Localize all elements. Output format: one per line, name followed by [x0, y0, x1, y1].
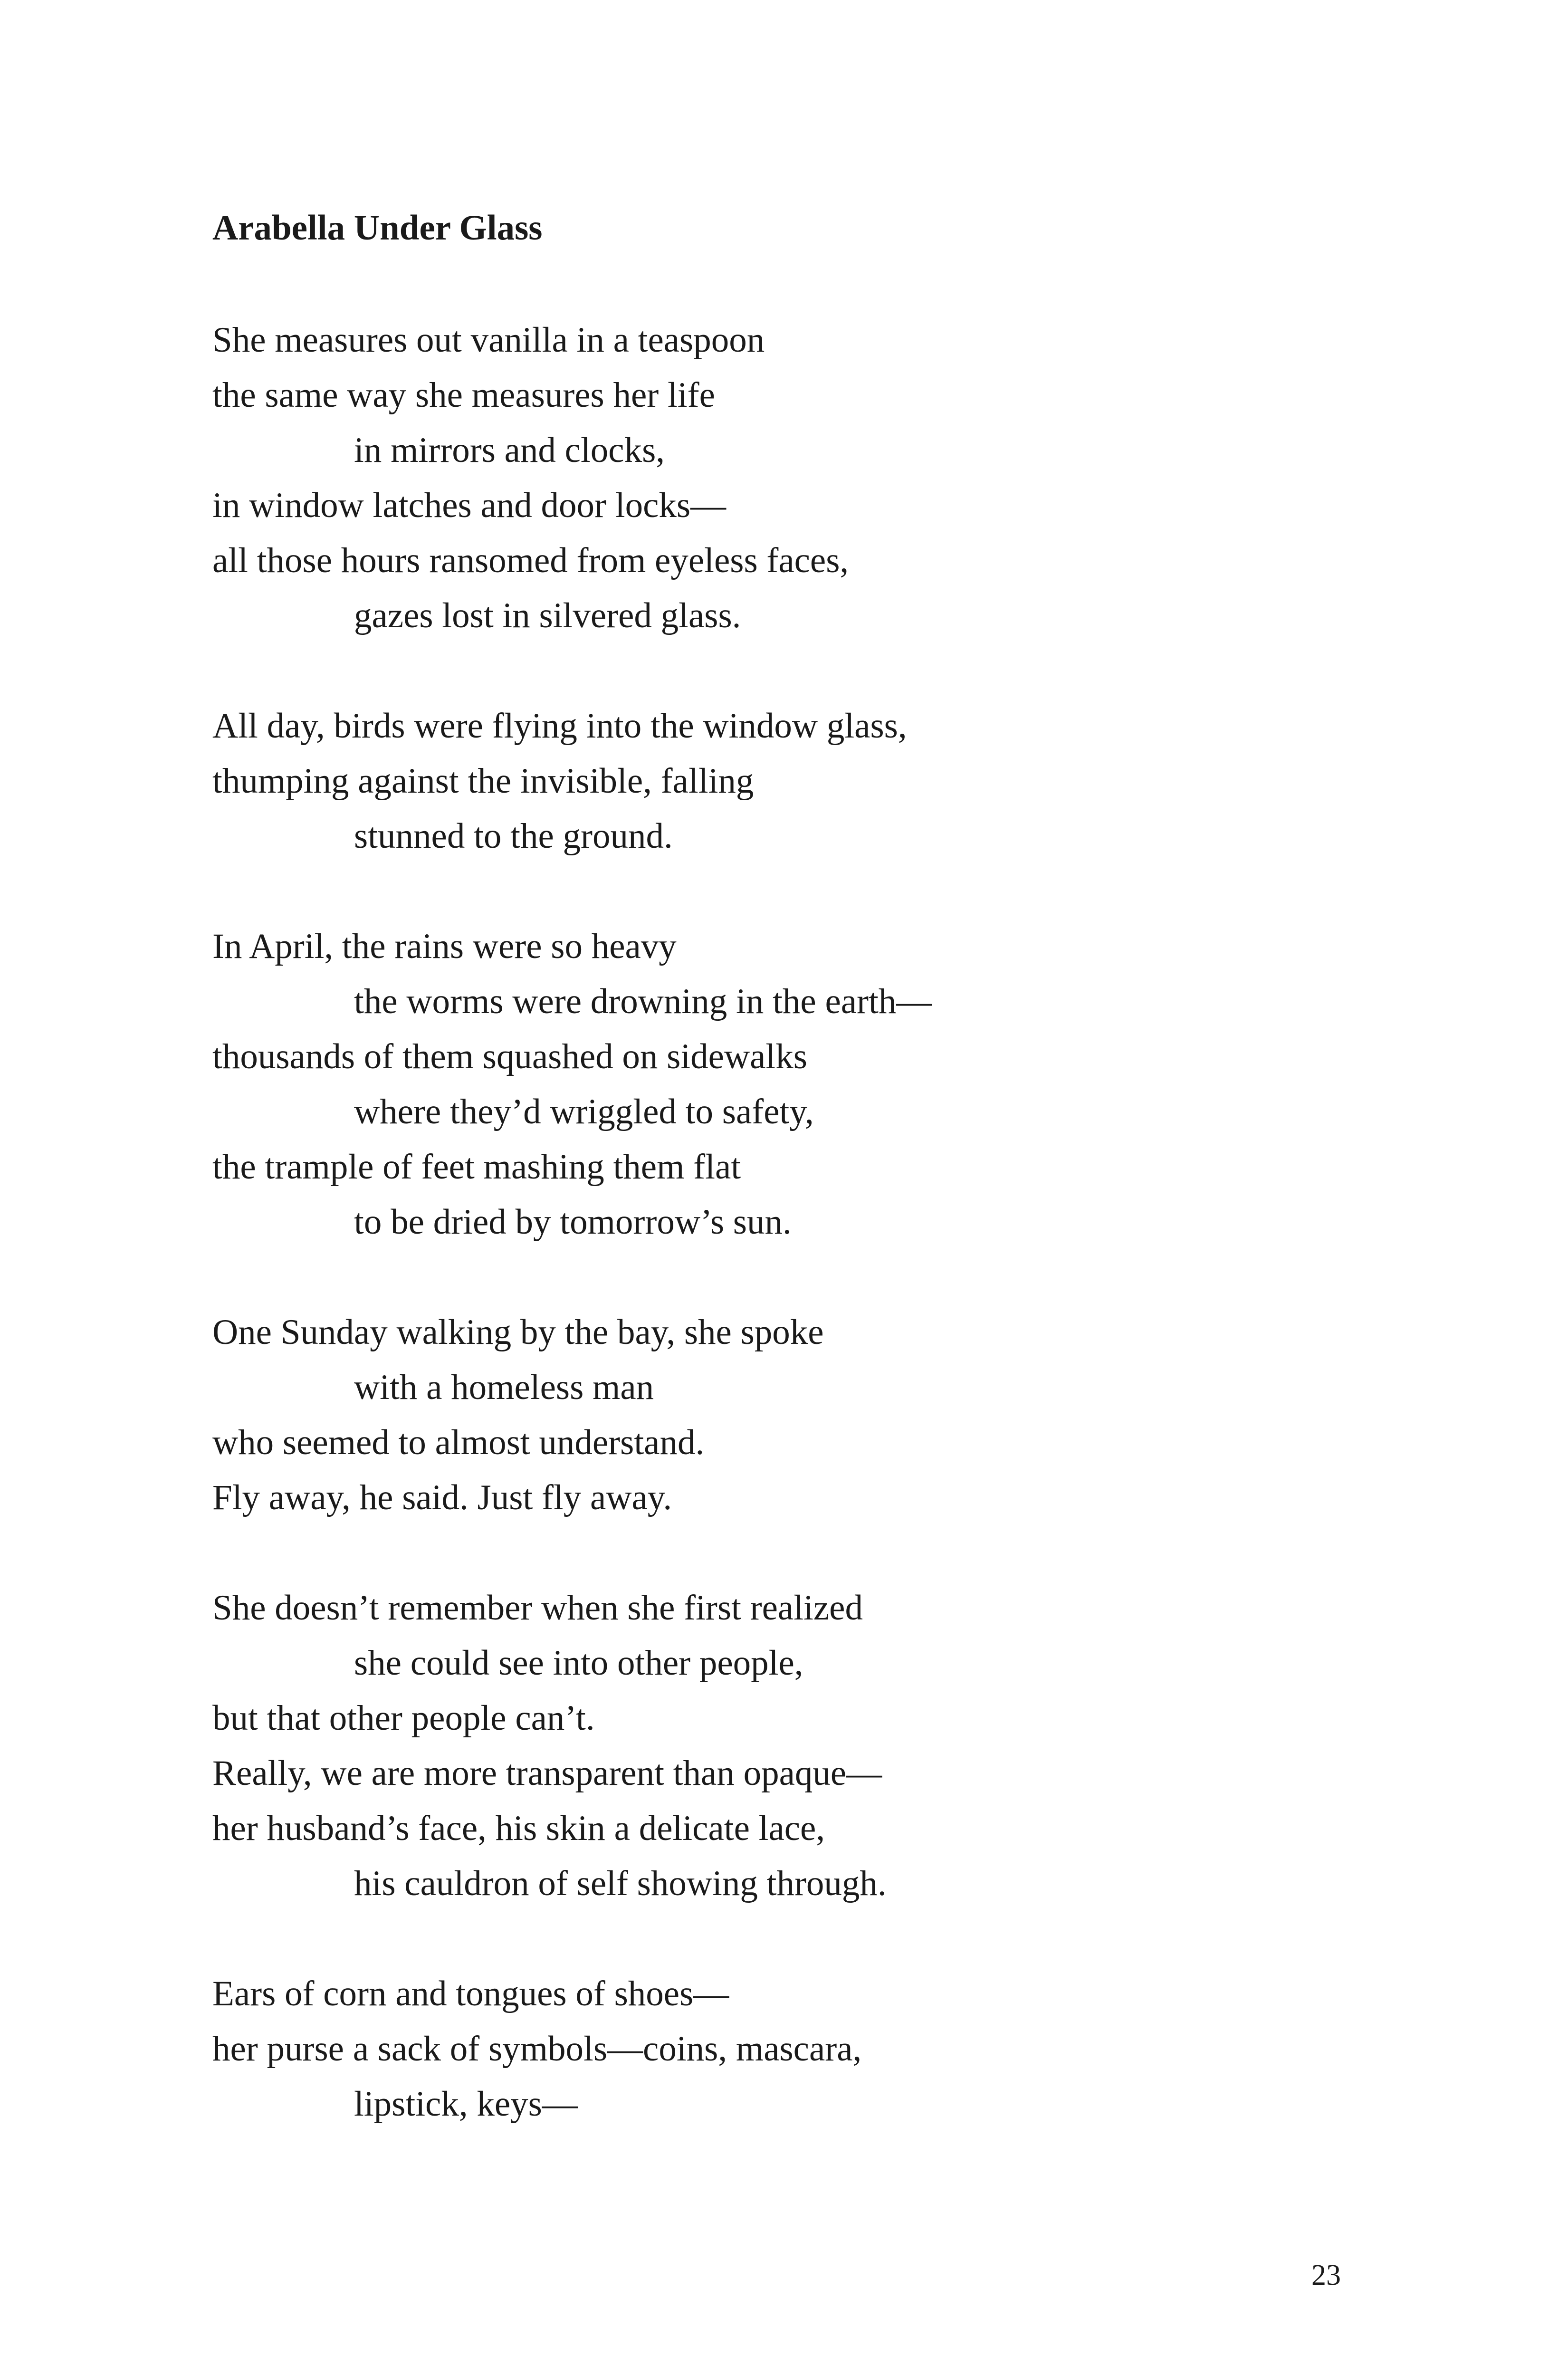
- poem-line: but that other people can’t.: [212, 1698, 595, 1738]
- poem-title: Arabella Under Glass: [212, 208, 543, 248]
- poem-line: lipstick, keys—: [354, 2084, 578, 2124]
- poem-line: his cauldron of self showing through.: [354, 1864, 887, 1903]
- poem-line: Really, we are more transparent than opaque—: [212, 1753, 882, 1793]
- page-number: 23: [1311, 2259, 1341, 2291]
- poem-line: in mirrors and clocks,: [354, 431, 665, 470]
- poem-line: thousands of them squashed on sidewalks: [212, 1037, 807, 1076]
- stanza: [212, 313, 932, 643]
- poem-line: All day, birds were flying into the window glass,: [212, 706, 907, 746]
- poem-line: One Sunday walking by the bay, she spoke: [212, 1313, 824, 1352]
- stanza: [212, 1305, 932, 1525]
- poem-line: who seemed to almost understand.: [212, 1423, 705, 1462]
- poem-line: In April, the rains were so heavy: [212, 927, 677, 966]
- poem-line: to be dried by tomorrow’s sun.: [354, 1202, 792, 1242]
- poem-line: her purse a sack of symbols—coins, mascara,: [212, 2029, 862, 2069]
- poem-line: Ears of corn and tongues of shoes—: [212, 1974, 729, 2013]
- poem-line: all those hours ransomed from eyeless faces,: [212, 541, 849, 580]
- poem-line: her husband’s face, his skin a delicate lace,: [212, 1809, 825, 1848]
- poem-line: where they’d wriggled to safety,: [354, 1092, 814, 1131]
- poem-line: gazes lost in silvered glass.: [354, 596, 741, 635]
- poem-line: She measures out vanilla in a teaspoon: [212, 320, 765, 360]
- stanza: [212, 699, 932, 864]
- poem-line: the trample of feet mashing them flat: [212, 1147, 741, 1187]
- poem-body: [212, 313, 932, 2187]
- stanza: [212, 919, 932, 1250]
- poem-line: thumping against the invisible, falling: [212, 761, 754, 801]
- stanza: [212, 1966, 932, 2132]
- poem-line: She doesn’t remember when she first realized: [212, 1588, 863, 1628]
- poem-line: in window latches and door locks—: [212, 486, 727, 525]
- poem-line: the worms were drowning in the earth—: [354, 982, 932, 1021]
- poem-line: with a homeless man: [354, 1368, 654, 1407]
- poem-line: the same way she measures her life: [212, 375, 715, 415]
- poem-line: Fly away, he said. Just fly away.: [212, 1478, 672, 1517]
- poem-line: stunned to the ground.: [354, 816, 673, 856]
- stanza: [212, 1581, 932, 1911]
- poem-line: she could see into other people,: [354, 1643, 803, 1683]
